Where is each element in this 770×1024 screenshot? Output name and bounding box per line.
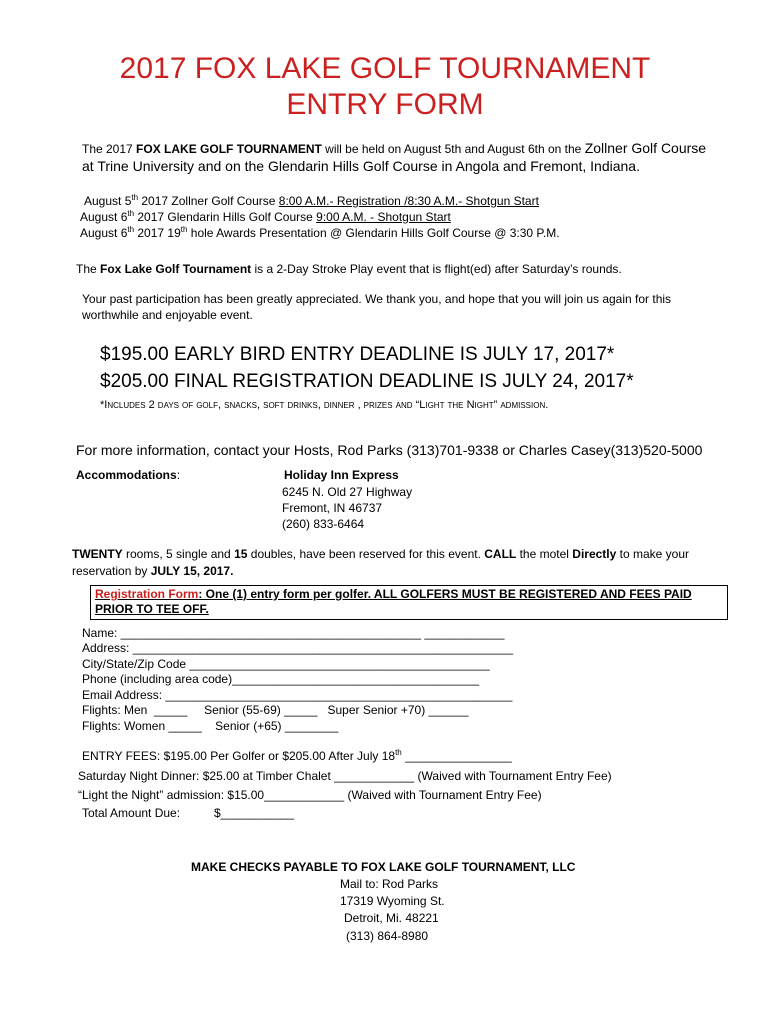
mail-street: 17319 Wyoming St. — [340, 894, 445, 908]
phone-field[interactable]: Phone (including area code)_____________________________________ — [82, 672, 480, 686]
schedule-line-2: August 6th 2017 Glendarin Hills Golf Course 9:00 A.M. - Shotgun Start — [80, 209, 451, 224]
email-field[interactable]: Email Address: ____________________________________________________ — [82, 688, 513, 702]
flights-men-field[interactable]: Flights: Men _____ Senior (55-69) _____ Super Senior +70) ______ — [82, 703, 469, 717]
hotel-name: Holiday Inn Express — [284, 468, 399, 482]
address-field[interactable]: Address: _________________________________________________________ — [82, 641, 514, 655]
registration-notice-line-2: PRIOR TO TEE OFF. — [95, 602, 209, 616]
mail-to: Mail to: Rod Parks — [340, 877, 439, 891]
schedule-line-1: August 5th 2017 Zollner Golf Course 8:00 A.M.- Registration /8:30 A.M.- Shotgun Start — [84, 193, 539, 208]
thanks-line-2: worthwhile and enjoyable event. — [82, 308, 253, 322]
hotel-phone: (260) 833-6464 — [282, 517, 365, 531]
schedule-line-3: August 6th 2017 19th hole Awards Presentation @ Glendarin Hills Golf Course @ 3:30 P.M. — [80, 225, 560, 240]
contact-info: For more information, contact your Hosts, Rod Parks (313)701-9338 or Charles Casey(313)520-5000 — [76, 442, 703, 458]
thanks-line-1: Your past participation has been greatly appreciated. We thank you, and hope that you will join us again for this — [82, 292, 672, 306]
entry-fees-field[interactable]: ENTRY FEES: $195.00 Per Golfer or $205.00 After July 18th ________________ — [82, 748, 512, 763]
rooms-line-1: TWENTY rooms, 5 single and 15 doubles, have been reserved for this event. CALL the motel Directly to make your — [72, 547, 690, 561]
registration-notice-line-1: Registration Form: One (1) entry form per golfer. ALL GOLFERS MUST BE REGISTERED AND FEES PAID — [95, 587, 692, 601]
dinner-fee-field[interactable]: Saturday Night Dinner: $25.00 at Timber Chalet ____________ (Waived with Tournament Entry Fee) — [78, 769, 612, 783]
final-deadline: $205.00 FINAL REGISTRATION DEADLINE IS JULY 24, 2017* — [100, 371, 634, 392]
mail-phone: (313) 864-8980 — [346, 929, 429, 943]
total-amount-label: Total Amount Due: — [82, 806, 181, 820]
total-amount-field[interactable]: $___________ — [214, 806, 295, 820]
early-bird-deadline: $195.00 EARLY BIRD ENTRY DEADLINE IS JULY 17, 2017* — [100, 344, 615, 365]
intro-line-1: The 2017 FOX LAKE GOLF TOURNAMENT will be held on August 5th and August 6th on the Zollner Golf Course — [82, 140, 707, 156]
checks-payable: MAKE CHECKS PAYABLE TO FOX LAKE GOLF TOURNAMENT, LLC — [191, 860, 576, 874]
name-field[interactable]: Name: _____________________________________________ ____________ — [82, 626, 505, 640]
deadline-note: *Includes 2 days of golf, snacks, soft drinks, dinner , prizes and “Light the Night” admission. — [100, 399, 549, 411]
flights-women-field[interactable]: Flights: Women _____ Senior (+65) ________ — [82, 719, 339, 733]
mail-city: Detroit, Mi. 48221 — [344, 911, 439, 925]
page-title-line2: ENTRY FORM — [286, 88, 484, 121]
rooms-line-2: reservation by JULY 15, 2017. — [72, 564, 234, 578]
light-the-night-fee-field[interactable]: “Light the Night” admission: $15.00____________ (Waived with Tournament Entry Fee) — [78, 788, 542, 802]
city-state-zip-field[interactable]: City/State/Zip Code _____________________________________________ — [82, 657, 490, 671]
accommodations-label: Accommodations: — [76, 468, 181, 482]
tournament-format: The Fox Lake Golf Tournament is a 2-Day Stroke Play event that is flight(ed) after Saturday’s rounds. — [76, 262, 622, 276]
intro-line-2: at Trine University and on the Glendarin Hills Golf Course in Angola and Fremont, Indiana. — [82, 158, 640, 174]
page-title-line1: 2017 FOX LAKE GOLF TOURNAMENT — [119, 52, 651, 85]
hotel-address-1: 6245 N. Old 27 Highway — [282, 485, 413, 499]
hotel-address-2: Fremont, IN 46737 — [282, 501, 383, 515]
